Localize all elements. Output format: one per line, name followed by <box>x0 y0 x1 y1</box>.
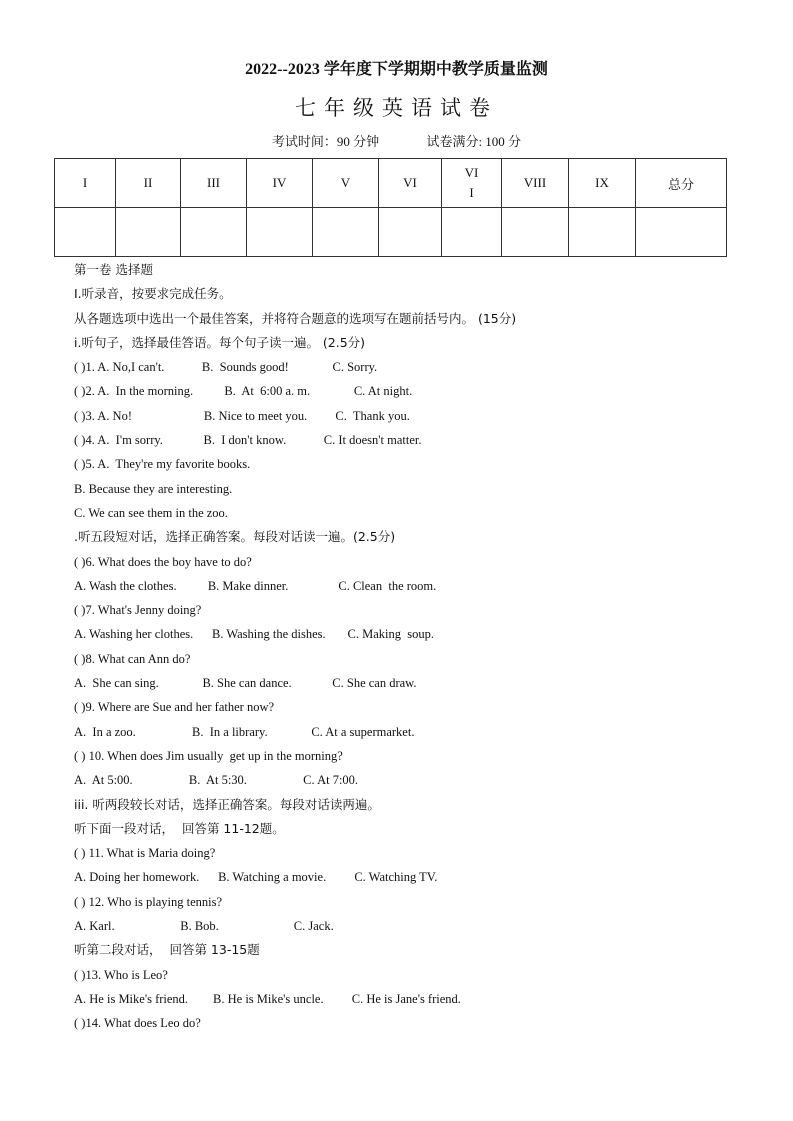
question-line: ( )6. What does the boy have to do? <box>74 554 252 569</box>
question-line: ( )14. What does Leo do? <box>74 1016 201 1031</box>
question-line: C. We can see them in the zoo. <box>74 505 228 520</box>
score-col-header: V <box>313 159 379 208</box>
score-cell[interactable] <box>569 208 636 257</box>
question-line: ( )9. Where are Sue and her father now? <box>74 700 275 715</box>
section-heading: 第一卷 选择题 <box>74 262 153 277</box>
score-cell[interactable] <box>379 208 442 257</box>
question-line: ( )5. A. They're my favorite books. <box>74 457 251 472</box>
question-line: A. He is Mike's friend. B. He is Mike's uncle. C. He is Jane's friend. <box>74 991 461 1006</box>
score-col-header: VI <box>379 159 442 208</box>
score-col-header: IX <box>569 159 636 208</box>
question-line: ( )1. A. No,I can't. B. Sounds good! C. Sorry. <box>74 360 378 375</box>
question-line: ( )13. Who is Leo? <box>74 967 168 982</box>
question-line: A. Wash the clothes. B. Make dinner. C. Clean the room. <box>74 578 437 593</box>
question-line: A. In a zoo. B. In a library. C. At a supermarket. <box>74 724 415 739</box>
section-heading: iii. 听两段较长对话，选择正确答案。每段对话读两遍。 <box>74 796 380 812</box>
exam-meta <box>0 131 793 150</box>
score-col-header: IV <box>247 159 313 208</box>
section-heading: .听五段短对话，选择正确答案。每段对话读一遍。(2.5分) <box>74 529 396 545</box>
question-line: B. Because they are interesting. <box>74 481 233 496</box>
score-cell[interactable] <box>636 208 727 257</box>
question-line: ( )7. What's Jenny doing? <box>74 603 202 618</box>
question-line: A. She can sing. B. She can dance. C. She can draw. <box>74 676 417 691</box>
question-line: ( )8. What can Ann do? <box>74 651 191 666</box>
exam-subtitle: 七年级英语试卷 <box>295 96 498 120</box>
score-cell[interactable] <box>313 208 379 257</box>
section-heading: i.听句子，选择最佳答语。每个句子读一遍。 (2.5分) <box>74 334 366 350</box>
exam-title: 2022--2023 学年度下学期期中教学质量监测 <box>245 61 548 78</box>
score-cell[interactable] <box>181 208 247 257</box>
question-line: ( )3. A. No! B. Nice to meet you. C. Thank you. <box>74 408 410 423</box>
question-line: ( )4. A. I'm sorry. B. I don't know. C. It doesn't matter. <box>74 433 422 448</box>
section-heading: 听第二段对话， 回答第 13-15题 <box>74 942 260 958</box>
score-col-header: VI I <box>442 159 502 208</box>
section-heading: 从各题选项中选出一个最佳答案，并将符合题意的选项写在题前括号内。 (15分) <box>74 310 517 326</box>
score-col-header: 总分 <box>636 159 727 208</box>
question-line: ( ) 10. When does Jim usually get up in the morning? <box>74 748 343 763</box>
score-cell[interactable] <box>442 208 502 257</box>
score-cell[interactable] <box>247 208 313 257</box>
score-col-header: I <box>55 159 116 208</box>
section-heading: Ⅰ.听录音，按要求完成任务。 <box>74 286 232 302</box>
section-heading: 听下面一段对话， 回答第 11-12题。 <box>74 820 285 836</box>
score-cell[interactable] <box>116 208 181 257</box>
full-score: 试卷满分: 100 分 <box>426 134 522 149</box>
question-line: A. Karl. B. Bob. C. Jack. <box>74 919 334 934</box>
score-col-header: VIII <box>502 159 569 208</box>
question-line: ( )2. A. In the morning. B. At 6:00 a. m. C. At night. <box>74 384 413 399</box>
score-table <box>54 158 727 257</box>
score-cell[interactable] <box>55 208 116 257</box>
question-line: A. Doing her homework. B. Watching a movie. C. Watching TV. <box>74 870 438 885</box>
question-line: ( ) 11. What is Maria doing? <box>74 846 216 861</box>
question-content <box>74 258 734 1036</box>
question-line: ( ) 12. Who is playing tennis? <box>74 894 223 909</box>
question-line: A. At 5:00. B. At 5:30. C. At 7:00. <box>74 773 359 788</box>
exam-time: 考试时间：90 分钟 <box>271 134 380 149</box>
score-col-header: III <box>181 159 247 208</box>
score-cell[interactable] <box>502 208 569 257</box>
question-line: A. Washing her clothes. B. Washing the dishes. C. Making soup. <box>74 627 435 642</box>
score-col-header: II <box>116 159 181 208</box>
